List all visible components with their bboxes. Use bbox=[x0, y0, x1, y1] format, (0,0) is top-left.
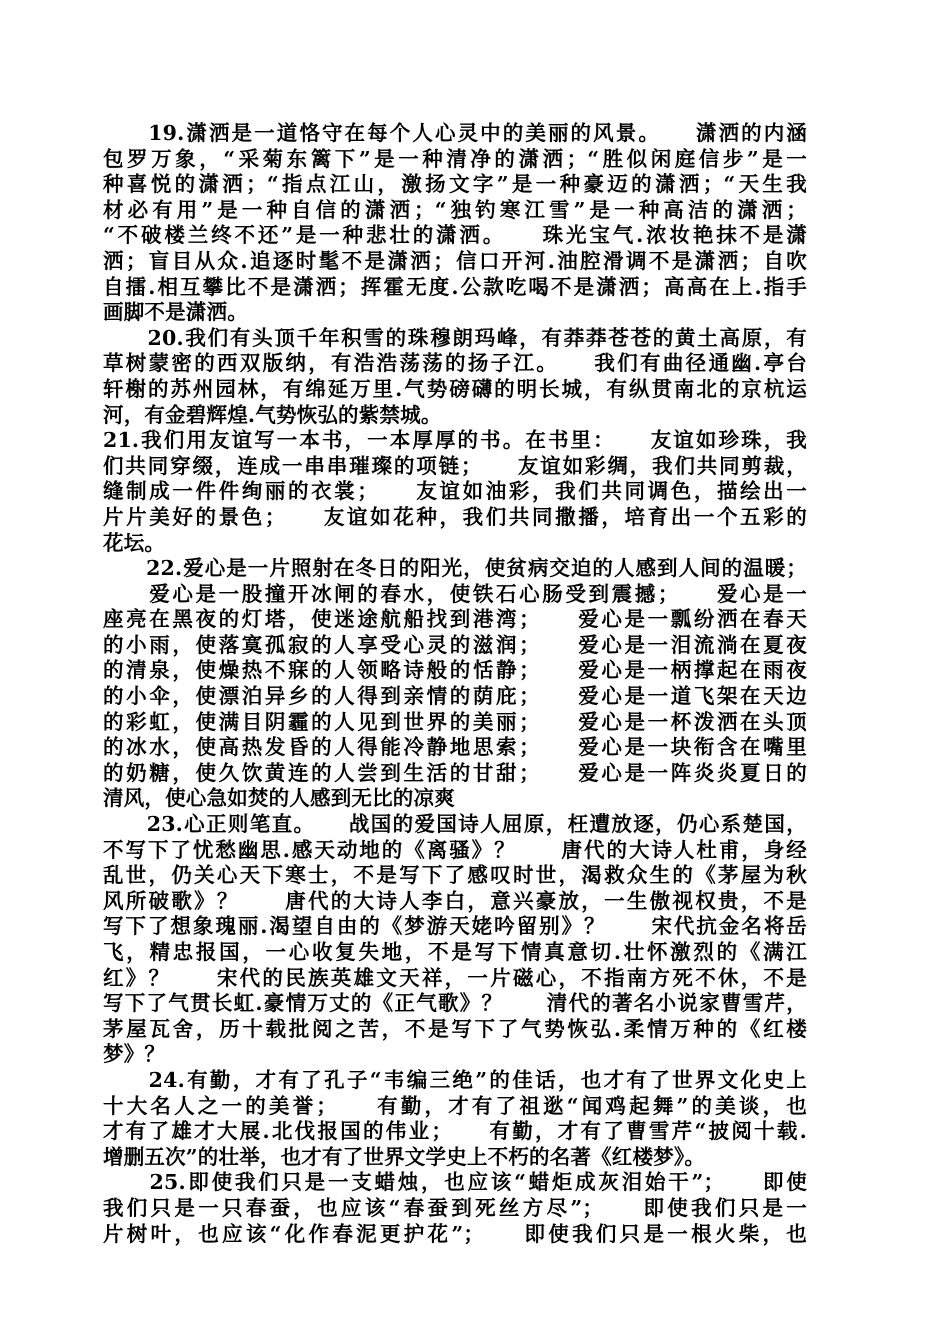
text-line: 们共同穿缀，连成一串串璀璨的项链； 友谊如彩绸，我们共同剪裁， bbox=[103, 453, 807, 478]
text-line: 自擂.相互攀比不是潇洒；挥霍无度.公款吃喝不是潇洒；高高在上.指手 bbox=[103, 274, 807, 299]
text-line: 我们只是一只春蚕，也应该“春蚕到死丝方尽”； 即使我们只是一 bbox=[103, 1195, 807, 1220]
text-line: 的奶糖，使久饮黄连的人尝到生活的甘甜； 爱心是一阵炎炎夏日的 bbox=[103, 760, 807, 785]
text-line: 乱世，仍关心天下寒士，不是写下了感叹时世，渴救众生的《茅屋为秋 bbox=[103, 863, 807, 888]
text-line: 梦》？ bbox=[103, 1042, 166, 1067]
text-line: 缝制成一件件绚丽的衣裳； 友谊如油彩，我们共同调色，描绘出一 bbox=[103, 479, 807, 504]
text-line: 的小雨，使落寞孤寂的人享受心灵的滋润； 爱心是一泪流淌在夏夜 bbox=[103, 632, 807, 657]
text-line: 风所破歌》？ 唐代的大诗人李白，意兴豪放，一生傲视权贵，不是 bbox=[103, 888, 807, 913]
text-line: 19.潇洒是一道恪守在每个人心灵中的美丽的风景。 潇洒的内涵 bbox=[103, 121, 807, 145]
text-line: 22.爱心是一片照射在冬日的阳光，使贫病交迫的人感到人间的温暖； bbox=[103, 556, 807, 581]
text-line: 20.我们有头顶千年积雪的珠穆朗玛峰，有莽莽苍苍的黄土高原，有 bbox=[103, 325, 807, 350]
text-line: 的小伞，使漂泊异乡的人得到亲情的荫庇； 爱心是一道飞架在天边 bbox=[103, 684, 807, 709]
text-line: 洒；盲目从众.追逐时髦不是潇洒；信口开河.油腔滑调不是潇洒；自吹 bbox=[103, 248, 807, 273]
text-line: 草树蒙密的西双版纳，有浩浩荡荡的扬子江。 我们有曲径通幽.亭台 bbox=[103, 351, 807, 376]
text-line: 的冰水，使高热发昏的人得能冷静地思索； 爱心是一块衔含在嘴里 bbox=[103, 735, 807, 760]
text-line: 茅屋瓦舍，历十载批阅之苦，不是写下了气势恢弘.柔情万种的《红楼 bbox=[103, 1016, 807, 1041]
text-line: 座亮在黑夜的灯塔，使迷途航船找到港湾； 爱心是一瓢纷洒在春天 bbox=[103, 607, 807, 632]
text-line: 红》？ 宋代的民族英雄文天祥，一片磁心，不指南方死不休，不是 bbox=[103, 965, 807, 990]
text-line: 片片美好的景色； 友谊如花种，我们共同撒播，培育出一个五彩的 bbox=[103, 504, 807, 529]
text-line: 23.心正则笔直。 战国的爱国诗人屈原，枉遭放逐，仍心系楚国， bbox=[103, 812, 807, 837]
text-line: 包罗万象，“采菊东篱下”是一种清净的潇洒；“胜似闲庭信步”是一 bbox=[103, 146, 807, 171]
text-line: 24.有勤，才有了孔子“韦编三绝”的佳话，也才有了世界文化史上 bbox=[103, 1067, 807, 1092]
text-line: 片树叶，也应该“化作春泥更护花”； 即使我们只是一根火柴，也 bbox=[103, 1221, 807, 1246]
text-line: 才有了雄才大展.北伐报国的伟业； 有勤，才有了曹雪芹“披阅十载. bbox=[103, 1119, 807, 1144]
body-text bbox=[103, 121, 807, 1247]
text-line: 写下了气贯长虹.豪情万丈的《正气歌》？ 清代的著名小说家曹雪芹， bbox=[103, 991, 807, 1016]
text-line: 增删五次”的壮举，也才有了世界文学史上不朽的名著《红楼梦》。 bbox=[103, 1144, 706, 1169]
text-line: 清风，使心急如焚的人感到无比的凉爽 bbox=[103, 786, 455, 811]
text-line: 的彩虹，使满目阴霾的人见到世界的美丽； 爱心是一杯泼洒在头顶 bbox=[103, 709, 807, 734]
text-line: 画脚不是潇洒。 bbox=[103, 300, 248, 325]
text-line: 十大名人之一的美誉； 有勤，才有了祖逖“闻鸡起舞”的美谈，也 bbox=[103, 1093, 807, 1118]
text-line: 的清泉，使燥热不寐的人领略诗般的恬静； 爱心是一柄撑起在雨夜 bbox=[103, 658, 807, 683]
text-line: 写下了想象瑰丽.渴望自由的《梦游天姥吟留别》？ 宋代抗金名将岳 bbox=[103, 914, 807, 939]
text-line: 轩榭的苏州园林，有绵延万里.气势磅礴的明长城，有纵贯南北的京杭运 bbox=[103, 376, 807, 401]
text-line: 花坛。 bbox=[103, 530, 166, 555]
text-line: 不写下了忧愁幽思.感天动地的《离骚》？ 唐代的大诗人杜甫，身经 bbox=[103, 837, 807, 862]
text-line: 25.即使我们只是一支蜡烛，也应该“蜡炬成灰泪始干”； 即使 bbox=[103, 1170, 807, 1195]
text-line: 飞，精忠报国，一心收复失地，不是写下情真意切.壮怀激烈的《满江 bbox=[103, 940, 807, 964]
text-line: “不破楼兰终不还”是一种悲壮的潇洒。 珠光宝气.浓妆艳抹不是潇 bbox=[103, 223, 807, 248]
text-line: 材必有用”是一种自信的潇洒；“独钓寒江雪”是一种高洁的潇洒； bbox=[103, 197, 807, 222]
text-line: 种喜悦的潇洒；“指点江山，激扬文字”是一种豪迈的潇洒；“天生我 bbox=[103, 172, 807, 197]
text-line: 爱心是一股撞开冰闸的春水，使铁石心肠受到震撼； 爱心是一 bbox=[103, 581, 807, 606]
text-line: 21.我们用友谊写一本书，一本厚厚的书。在书里： 友谊如珍珠，我 bbox=[103, 428, 807, 453]
text-line: 河，有金碧辉煌.气势恢弘的紫禁城。 bbox=[103, 402, 442, 427]
